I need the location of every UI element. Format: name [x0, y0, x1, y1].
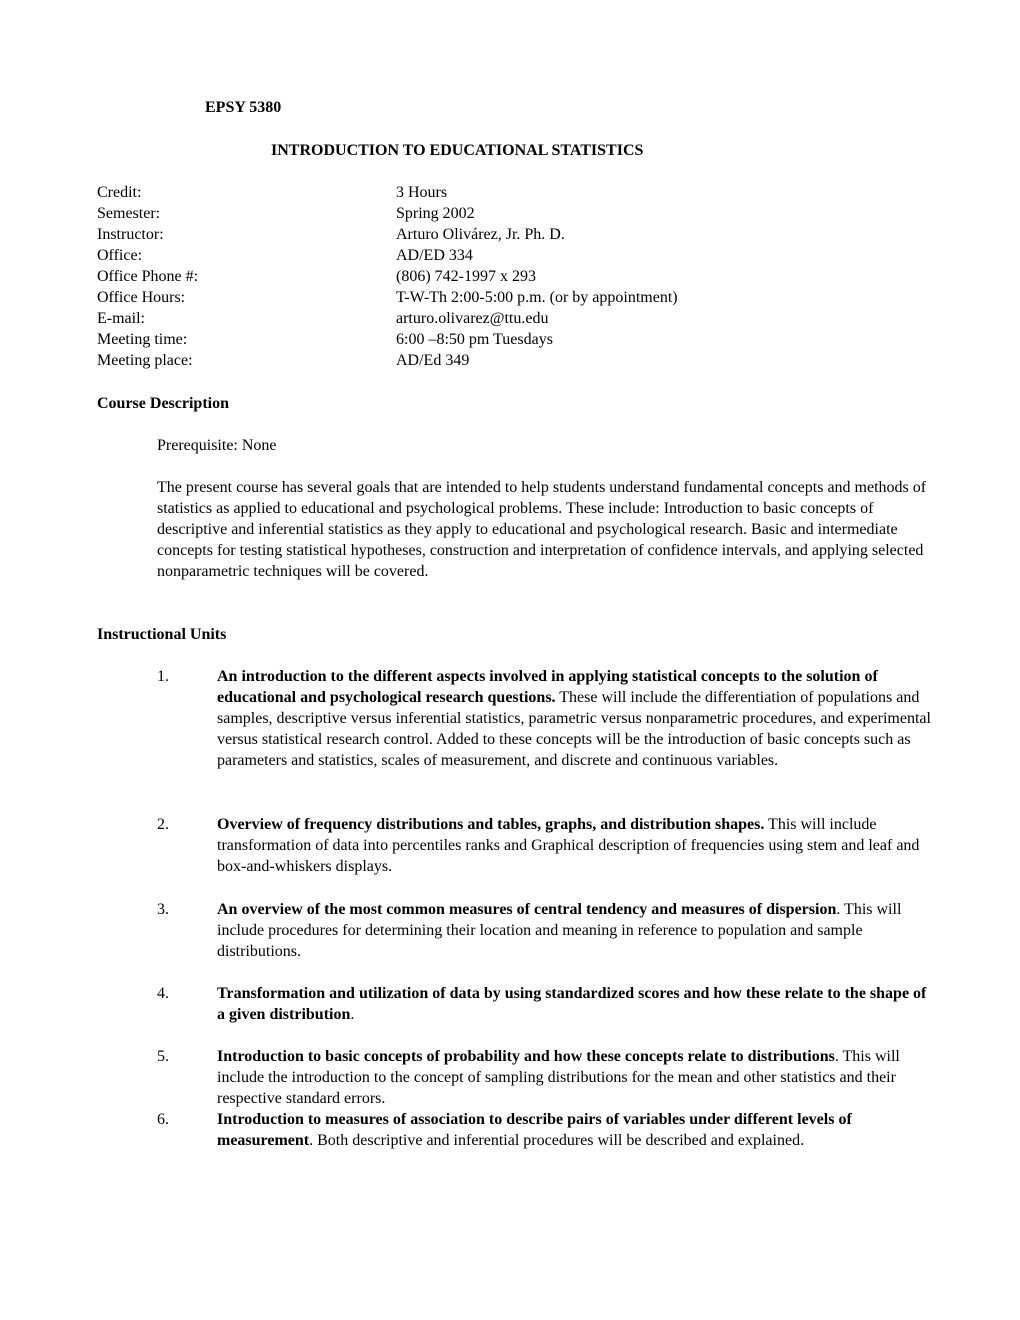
unit-body: These will include the differentiation of populations and samples, descriptive versus inferential statistics, parametric versus nonparametric procedures, and experimental versus statistical research control. Added to these concepts will be the introduction of basic concepts such as parameters and statistics, scales of measurement, and discrete and continuous variables.: [217, 689, 931, 769]
unit-text: [217, 666, 932, 771]
unit-number: 4.: [157, 985, 169, 1002]
unit-number: 6.: [157, 1111, 169, 1128]
course-title: INTRODUCTION TO EDUCATIONAL STATISTICS: [271, 142, 644, 159]
unit-title: Introduction to basic concepts of probability and how these concepts relate to distributions: [217, 1048, 835, 1065]
info-value: AD/ED 334: [396, 247, 473, 264]
unit-title: An overview of the most common measures of central tendency and measures of dispersion: [217, 901, 837, 918]
unit-title: Introduction to measures of association to describe pairs of variables under different levels of measurement: [217, 1111, 852, 1149]
unit-number: 5.: [157, 1048, 169, 1065]
info-value: T-W-Th 2:00-5:00 p.m. (or by appointment): [396, 289, 678, 306]
unit-text: [217, 1109, 932, 1151]
info-label: Instructor:: [97, 226, 164, 243]
unit-body: .: [350, 1006, 355, 1023]
unit-title: An introduction to the different aspects involved in applying statistical concepts to the solution of educational and psychological research questions.: [217, 668, 878, 706]
instructional-units-heading: Instructional Units: [97, 626, 227, 643]
info-label: Credit:: [97, 184, 142, 201]
info-label: Meeting place:: [97, 352, 193, 369]
info-label: E-mail:: [97, 310, 145, 327]
unit-text: [217, 1046, 932, 1109]
unit-title: Transformation and utilization of data by using standardized scores and how these relate to the shape of a given distribution: [217, 985, 927, 1023]
course-code: EPSY 5380: [205, 99, 282, 116]
unit-text: [217, 983, 932, 1025]
info-value: 3 Hours: [396, 184, 448, 201]
unit-body: . This will include the introduction to the concept of sampling distributions for the mean and other statistics and their respective standard errors.: [217, 1048, 900, 1107]
unit-text: [217, 814, 932, 877]
prerequisite-text: Prerequisite: None: [157, 437, 277, 454]
course-description-heading: Course Description: [97, 395, 229, 412]
unit-number: 3.: [157, 901, 169, 918]
info-value: 6:00 –8:50 pm Tuesdays: [396, 331, 553, 348]
info-label: Office Hours:: [97, 289, 186, 306]
email-value: arturo.olivarez@ttu.edu: [396, 310, 549, 327]
unit-text: [217, 899, 932, 962]
course-description-paragraph: The present course has several goals that are intended to help students understand fundamental concepts and methods of statistics as applied to educational and psychological problems. These include: Introduction to basic concepts of descriptive and inferential statistics as they apply to educational and psychological research. Basic and intermediate concepts for testing statistical hypotheses, construction and interpretation of confidence intervals, and applying selected nonparametric techniques will be covered.: [157, 479, 927, 580]
unit-body: . Both descriptive and inferential procedures will be described and explained.: [309, 1132, 805, 1149]
unit-number: 1.: [157, 668, 169, 685]
info-value: Arturo Olivárez, Jr. Ph. D.: [396, 226, 565, 243]
info-label: Meeting time:: [97, 331, 188, 348]
info-value: AD/Ed 349: [396, 352, 470, 369]
unit-number: 2.: [157, 816, 169, 833]
unit-body: This will include transformation of data into percentiles ranks and Graphical description of frequencies using stem and leaf and box-and-whiskers displays.: [217, 816, 920, 875]
info-label: Semester:: [97, 205, 161, 222]
info-label: Office Phone #:: [97, 268, 199, 285]
info-value: Spring 2002: [396, 205, 475, 222]
info-label: Office:: [97, 247, 143, 264]
info-value: (806) 742-1997 x 293: [396, 268, 536, 285]
unit-body: . This will include procedures for determining their location and meaning in reference to population and sample distributions.: [217, 901, 902, 960]
unit-title: Overview of frequency distributions and tables, graphs, and distribution shapes.: [217, 816, 765, 833]
